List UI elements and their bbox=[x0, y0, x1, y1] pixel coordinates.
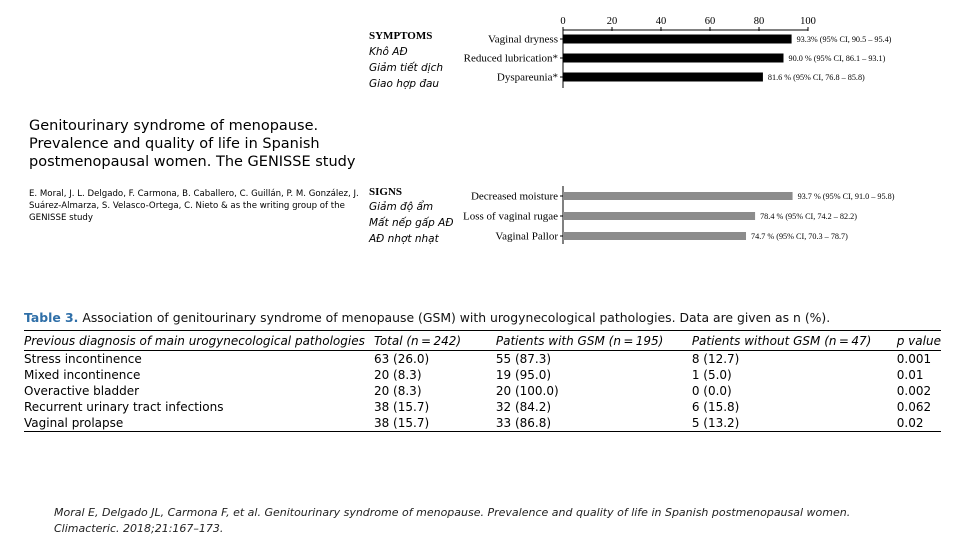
bar bbox=[563, 212, 755, 220]
signs-heading: SIGNS bbox=[369, 186, 403, 198]
symptoms-heading: SYMPTOMS bbox=[369, 30, 433, 42]
x-tick-label: 0 bbox=[560, 16, 566, 27]
table-row bbox=[24, 399, 941, 415]
bar bbox=[563, 54, 784, 63]
translation-item: Mất nếp gấp AĐ bbox=[369, 217, 454, 229]
header-with-gsm: Patients with GSM (n = 195) bbox=[496, 331, 692, 351]
header-diagnosis: Previous diagnosis of main urogynecological pathologies bbox=[24, 331, 374, 351]
x-tick-label: 80 bbox=[753, 16, 765, 27]
header-without-gsm: Patients without GSM (n = 47) bbox=[692, 331, 897, 351]
category-label: Dyspareunia* bbox=[496, 71, 558, 84]
cell-with-gsm: 55 (87.3) bbox=[495, 352, 552, 366]
data-label: 93.7 % (95% CI, 91.0 – 95.8) bbox=[797, 192, 895, 201]
cell-diagnosis: Overactive bladder bbox=[24, 384, 140, 398]
table-caption bbox=[24, 310, 830, 325]
gsm-table bbox=[24, 330, 941, 432]
bar bbox=[563, 232, 746, 240]
table-row bbox=[24, 367, 941, 383]
translation-item: Giao hợp đau bbox=[369, 78, 440, 90]
x-tick-label: 60 bbox=[704, 16, 716, 27]
cell-without-gsm: 5 (13.2) bbox=[692, 415, 897, 432]
table-header-row bbox=[24, 331, 941, 351]
cell-p-value: 0.001 bbox=[896, 352, 932, 366]
bar bbox=[563, 73, 763, 82]
cell-without-gsm: 8 (12.7) bbox=[691, 352, 740, 366]
cell-without-gsm: 6 (15.8) bbox=[691, 400, 740, 414]
header-total: Total (n = 242) bbox=[374, 331, 496, 351]
cell-p-value: 0.01 bbox=[896, 368, 924, 382]
table-row bbox=[24, 351, 941, 368]
cell-total: 63 (26.0) bbox=[373, 352, 430, 366]
header-p-value: p value bbox=[897, 331, 941, 351]
table-row bbox=[24, 383, 941, 399]
category-label: Reduced lubrication* bbox=[463, 52, 558, 65]
x-tick-label: 20 bbox=[606, 16, 618, 27]
cell-without-gsm: 1 (5.0) bbox=[691, 368, 732, 382]
translation-item: Giảm độ ẩm bbox=[369, 201, 434, 213]
cell-diagnosis: Stress incontinence bbox=[24, 352, 142, 366]
cell-total: 20 (8.3) bbox=[373, 384, 422, 398]
table-caption-text: Association of genitourinary syndrome of menopause (GSM) with urogynecological pathologies. Data are given as n (%). bbox=[82, 310, 831, 325]
cell-diagnosis: Vaginal prolapse bbox=[24, 415, 374, 432]
cell-total: 20 (8.3) bbox=[373, 368, 422, 382]
cell-with-gsm: 19 (95.0) bbox=[495, 368, 552, 382]
cell-with-gsm: 32 (84.2) bbox=[495, 400, 552, 414]
cell-p-value: 0.062 bbox=[896, 400, 932, 414]
data-label: 78.4 % (95% CI, 74.2 – 82.2) bbox=[760, 212, 857, 221]
cell-with-gsm: 33 (86.8) bbox=[496, 415, 692, 432]
cell-total: 38 (15.7) bbox=[373, 400, 430, 414]
data-label: 81.6 % (95% CI, 76.8 – 85.8) bbox=[767, 73, 865, 82]
cell-total: 38 (15.7) bbox=[374, 415, 496, 432]
translation-item: Giảm tiết dịch bbox=[369, 62, 444, 74]
cell-p-value: 0.002 bbox=[896, 384, 932, 398]
x-tick-label: 100 bbox=[800, 16, 816, 27]
translation-item: AĐ nhợt nhạt bbox=[369, 233, 439, 245]
data-label: 90.0 % (95% CI, 86.1 – 93.1) bbox=[788, 54, 886, 63]
category-label: Decreased moisture bbox=[470, 190, 558, 203]
bar bbox=[563, 192, 793, 200]
data-label: 93.3% (95% CI, 90.5 – 95.4) bbox=[796, 35, 892, 44]
table-label: Table 3. bbox=[24, 310, 79, 325]
citation: Moral E, Delgado JL, Carmona F, et al. Genitourinary syndrome of menopause. Prevalence and quality of life in Spanish postmenopausal women. Climacteric. 2018;21:167–173. bbox=[54, 506, 851, 535]
cell-diagnosis: Mixed incontinence bbox=[24, 368, 141, 382]
cell-with-gsm: 20 (100.0) bbox=[495, 384, 559, 398]
translation-item: Khô AĐ bbox=[369, 46, 408, 58]
cell-p-value: 0.02 bbox=[897, 415, 941, 432]
bar bbox=[563, 35, 792, 44]
data-label: 74.7 % (95% CI, 70.3 – 78.7) bbox=[751, 232, 848, 241]
category-label: Vaginal dryness bbox=[488, 33, 558, 46]
table-row bbox=[24, 415, 941, 432]
x-tick-label: 40 bbox=[655, 16, 667, 27]
paper-authors: E. Moral, J. L. Delgado, F. Carmona, B. Caballero, C. Guillán, P. M. González, J. Suárez-Almarza, S. Velasco-Ortega, C. Nieto & as the writing group of the GENISSE study bbox=[29, 189, 359, 223]
category-label: Loss of vaginal rugae bbox=[463, 210, 558, 223]
cell-without-gsm: 0 (0.0) bbox=[691, 384, 732, 398]
cell-diagnosis: Recurrent urinary tract infections bbox=[24, 400, 224, 414]
category-label: Vaginal Pallor bbox=[495, 230, 558, 243]
paper-title: Genitourinary syndrome of menopause. Prevalence and quality of life in Spanish postmenopausal women. The GENISSE study bbox=[29, 118, 356, 170]
